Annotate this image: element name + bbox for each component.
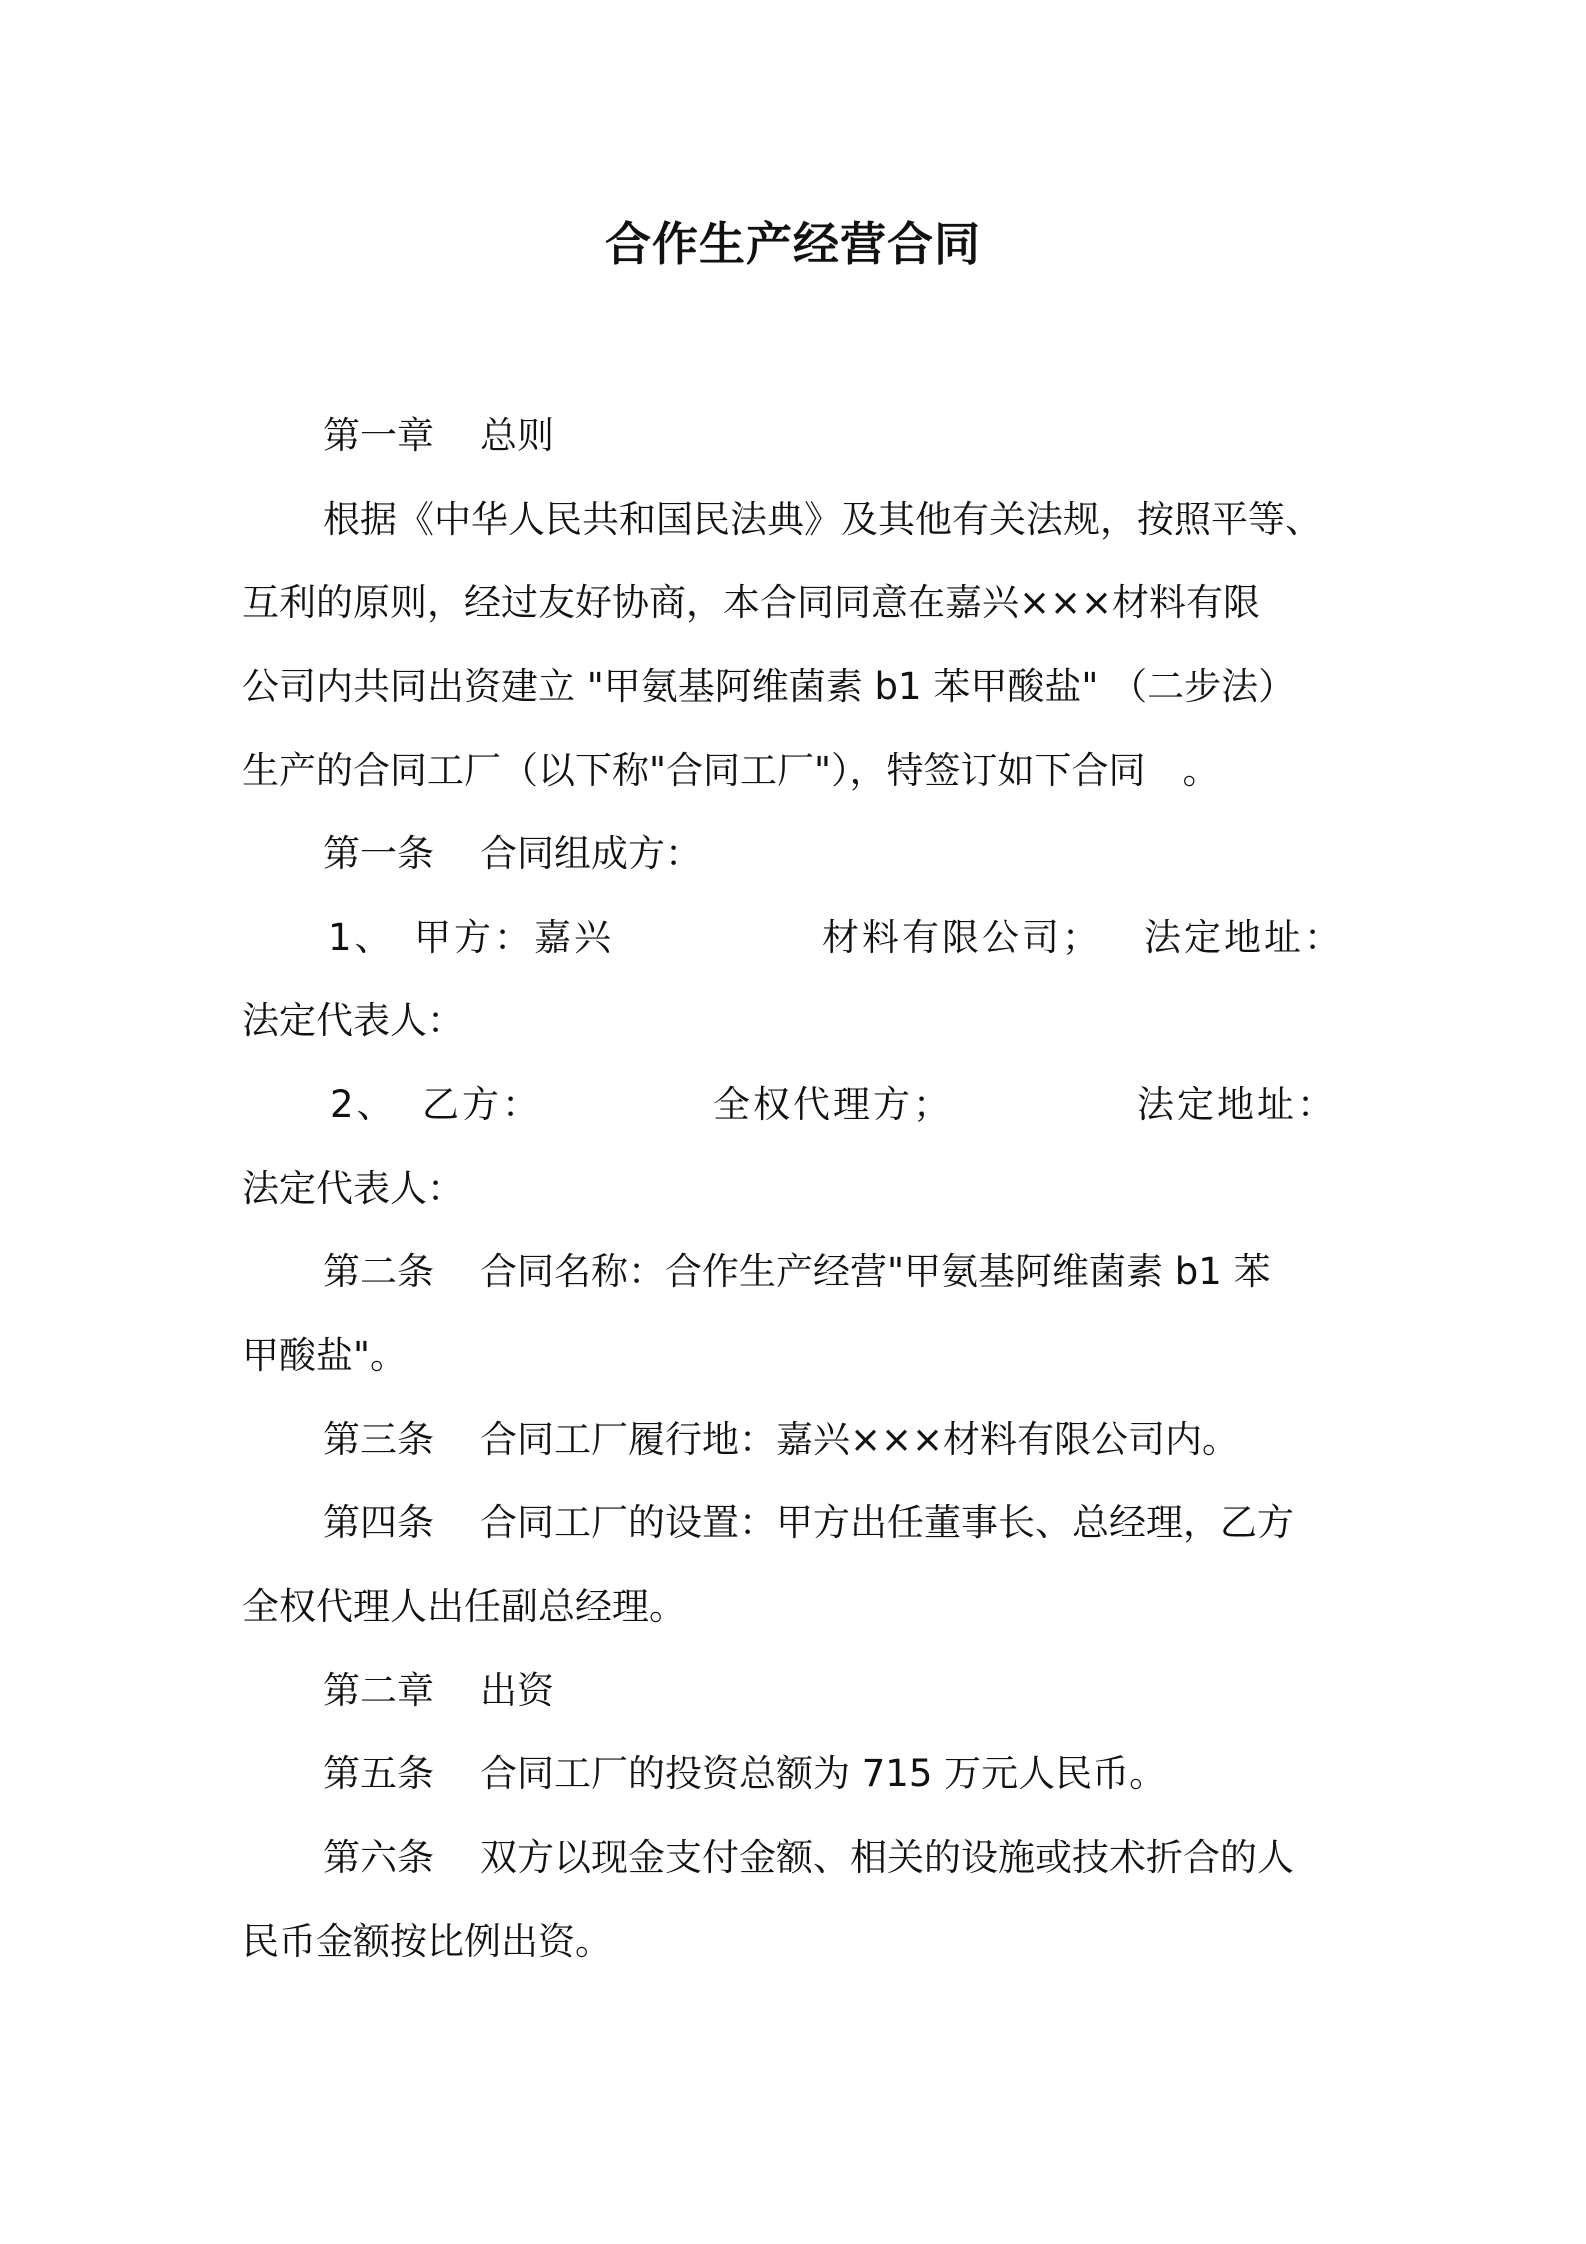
party-a-name: 甲方：嘉兴 xyxy=(414,916,614,959)
article-text: 合同工厂履行地：嘉兴×××材料有限公司内。 xyxy=(480,1418,1240,1461)
paragraph-line: 民币金额按比例出资。 xyxy=(242,1920,612,1963)
party-a-company: 材料有限公司； xyxy=(822,916,1102,959)
party-b-address-label: 法定地址： xyxy=(1137,1083,1337,1126)
party-number: 2、 xyxy=(330,1083,397,1126)
chapter-heading xyxy=(323,408,554,464)
party-a-address-label: 法定地址： xyxy=(1144,916,1344,959)
article-6 xyxy=(323,1830,1294,1886)
paragraph-line: 互利的原则，经过友好协商，本合同同意在嘉兴×××材料有限 xyxy=(242,581,1261,624)
article-label: 第五条 xyxy=(323,1752,434,1795)
party-b-agent: 全权代理方； xyxy=(713,1083,953,1126)
document-title: 合作生产经营合同 xyxy=(605,217,981,271)
article-1 xyxy=(323,826,702,882)
article-label: 第三条 xyxy=(323,1418,434,1461)
article-text: 合同名称：合作生产经营"甲氨基阿维菌素 b1 苯 xyxy=(480,1250,1271,1293)
article-label: 第一条 xyxy=(323,832,434,875)
article-label: 第四条 xyxy=(323,1501,434,1544)
article-4 xyxy=(323,1495,1294,1551)
paragraph-line: 根据《中华人民共和国民法典》及其他有关法规，按照平等、 xyxy=(323,498,1322,541)
article-2 xyxy=(323,1244,1271,1300)
article-text: 双方以现金支付金额、相关的设施或技术折合的人 xyxy=(480,1836,1294,1879)
paragraph-line: 公司内共同出资建立 "甲氨基阿维菌素 b1 苯甲酸盐" （二步法） xyxy=(242,665,1296,708)
article-5 xyxy=(323,1746,1166,1802)
party-b-name: 乙方： xyxy=(422,1083,542,1126)
chapter-heading xyxy=(323,1663,554,1719)
article-text: 合同组成方： xyxy=(480,832,702,875)
paragraph-line: 全权代理人出任副总经理。 xyxy=(242,1585,686,1628)
party-number: 1、 xyxy=(328,916,395,959)
chapter-label: 第一章 xyxy=(323,414,434,457)
article-text: 合同工厂的设置：甲方出任董事长、总经理，乙方 xyxy=(480,1501,1294,1544)
paragraph-line: 生产的合同工厂（以下称"合同工厂"），特签订如下合同 。 xyxy=(242,749,1220,792)
article-label: 第二条 xyxy=(323,1250,434,1293)
article-text: 合同工厂的投资总额为 715 万元人民币。 xyxy=(480,1752,1167,1795)
article-3 xyxy=(323,1412,1239,1468)
party-a-representative: 法定代表人： xyxy=(242,999,464,1042)
chapter-label: 第二章 xyxy=(323,1669,434,1712)
party-b-representative: 法定代表人： xyxy=(242,1167,464,1210)
article-label: 第六条 xyxy=(323,1836,434,1879)
chapter-name: 总则 xyxy=(480,414,554,457)
paragraph-line: 甲酸盐"。 xyxy=(242,1334,408,1377)
chapter-name: 出资 xyxy=(480,1669,554,1712)
